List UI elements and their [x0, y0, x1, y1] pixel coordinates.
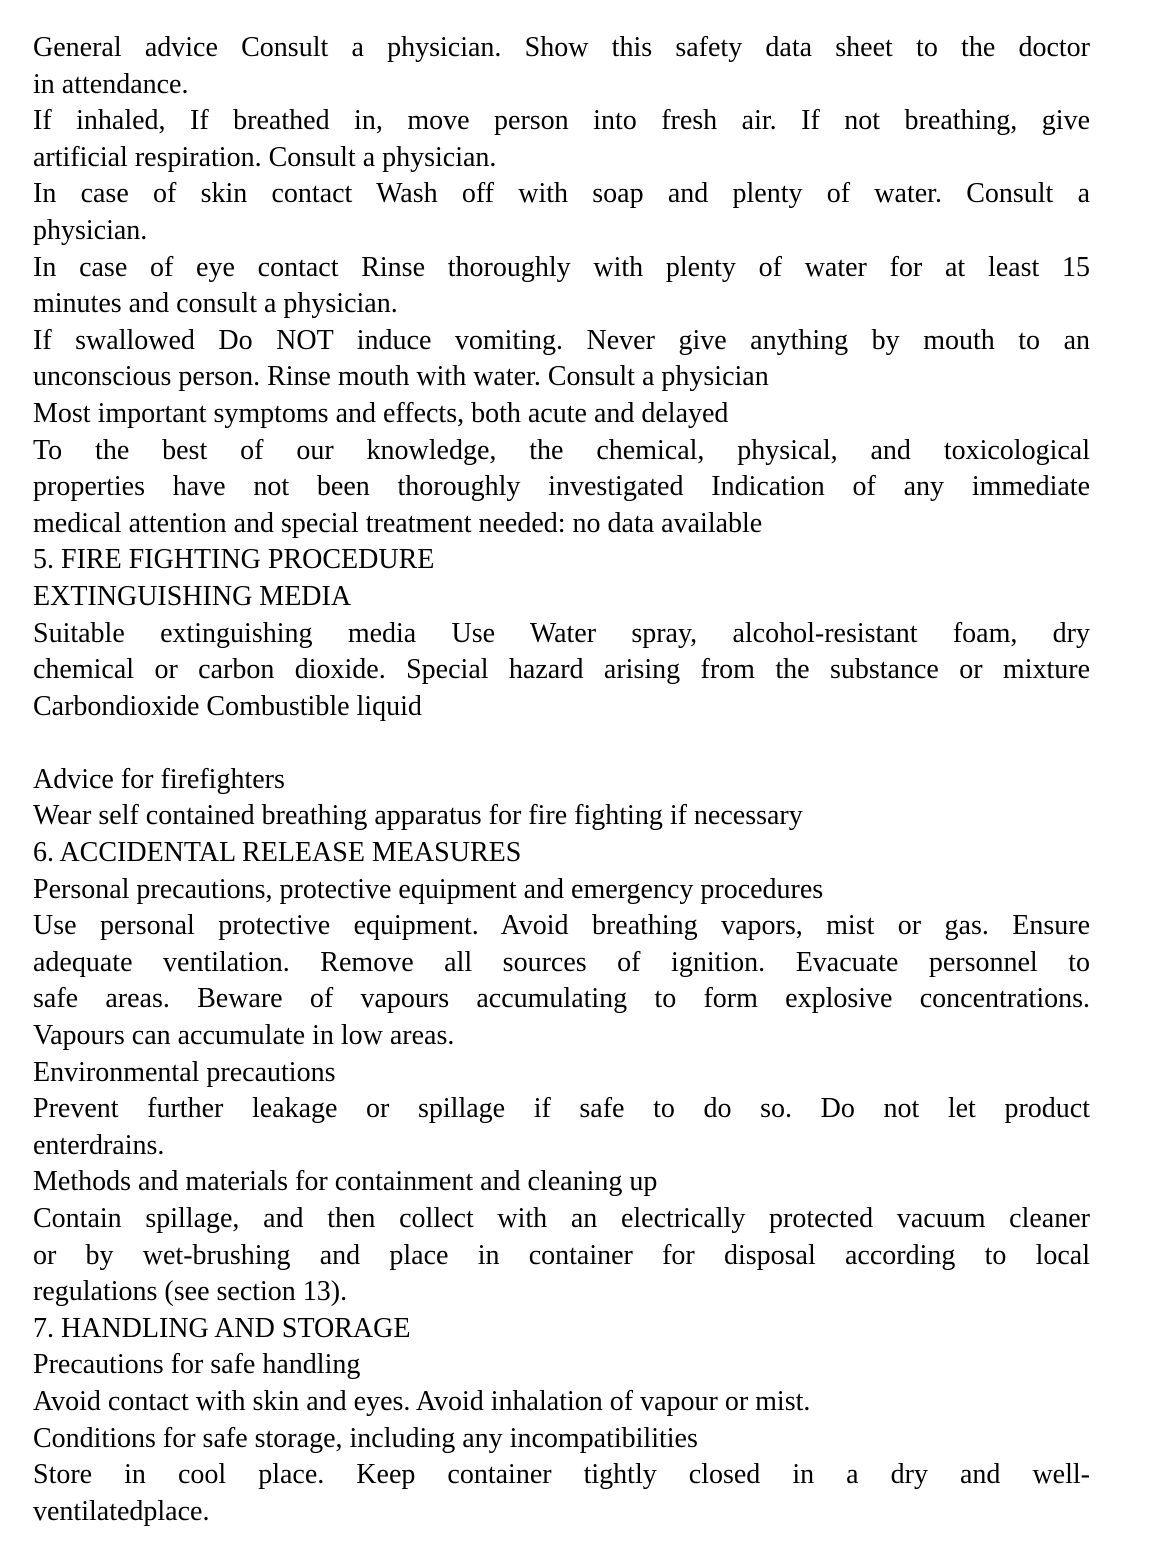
text-line: medical attention and special treatment needed: no data available: [33, 507, 763, 539]
text-line: Store in cool place. Keep container tightly closed in a dry and well-: [33, 1459, 1090, 1491]
text-line: ventilatedplace.: [33, 1495, 210, 1527]
blank-line: [33, 725, 1090, 762]
text-line: 7. HANDLING AND STORAGE: [33, 1312, 411, 1344]
text-line: 5. FIRE FIGHTING PROCEDURE: [33, 544, 435, 576]
text-line: Conditions for safe storage, including any incompatibilities: [33, 1422, 698, 1454]
text-line: Prevent further leakage or spillage if safe to do so. Do not let product: [33, 1093, 1090, 1125]
text-line: Contain spillage, and then collect with an electrically protected vacuum cleaner: [33, 1203, 1090, 1234]
text-line: chemical or carbon dioxide. Special hazard arising from the substance or mixture: [33, 654, 1090, 686]
text-line: artificial respiration. Consult a physician.: [33, 141, 497, 173]
text-line: Advice for firefighters: [33, 763, 285, 795]
text-line: safe areas. Beware of vapours accumulating to form explosive concentrations.: [33, 983, 1090, 1015]
text-line: If inhaled, If breathed in, move person into fresh air. If not breathing, give: [33, 105, 1090, 137]
text-line: Personal precautions, protective equipment and emergency procedures: [33, 873, 824, 905]
text-line: or by wet-brushing and place in container for disposal according to local: [33, 1239, 1090, 1271]
text-line: In case of skin contact Wash off with soap and plenty of water. Consult a: [33, 178, 1090, 210]
text-line: physician.: [33, 214, 148, 246]
text-line: unconscious person. Rinse mouth with water. Consult a physician: [33, 361, 769, 393]
text-line: To the best of our knowledge, the chemical, physical, and toxicological: [33, 434, 1090, 466]
text-line: enterdrains.: [33, 1129, 165, 1161]
text-line: in attendance.: [33, 68, 189, 100]
text-line: General advice Consult a physician. Show this safety data sheet to the doctor: [33, 32, 1090, 63]
text-line: Precautions for safe handling: [33, 1349, 361, 1381]
text-line: EXTINGUISHING MEDIA: [33, 580, 352, 612]
text-line: regulations (see section 13).: [33, 1276, 348, 1308]
text-line: Use personal protective equipment. Avoid breathing vapors, mist or gas. Ensure: [33, 910, 1090, 942]
text-line: If swallowed Do NOT induce vomiting. Never give anything by mouth to an: [33, 324, 1090, 356]
text-line: minutes and consult a physician.: [33, 288, 398, 320]
text-line: Most important symptoms and effects, both acute and delayed: [33, 397, 729, 429]
text-line: 6. ACCIDENTAL RELEASE MEASURES: [33, 837, 522, 869]
text-line: Environmental precautions: [33, 1056, 336, 1088]
text-line: In case of eye contact Rinse thoroughly with plenty of water for at least 15: [33, 251, 1090, 283]
text-line: Wear self contained breathing apparatus for fire fighting if necessary: [33, 800, 803, 832]
text-line: Vapours can accumulate in low areas.: [33, 1020, 455, 1052]
text-line: Suitable extinguishing media Use Water spray, alcohol-resistant foam, dry: [33, 617, 1090, 649]
text-line: properties have not been thoroughly investigated Indication of any immediate: [33, 471, 1090, 503]
text-line: adequate ventilation. Remove all sources of ignition. Evacuate personnel to: [33, 946, 1090, 978]
text-line: Carbondioxide Combustible liquid: [33, 690, 422, 722]
text-line: Avoid contact with skin and eyes. Avoid inhalation of vapour or mist.: [33, 1385, 811, 1417]
document-text-body: [33, 30, 1090, 1530]
text-line: Methods and materials for containment and cleaning up: [33, 1166, 658, 1198]
